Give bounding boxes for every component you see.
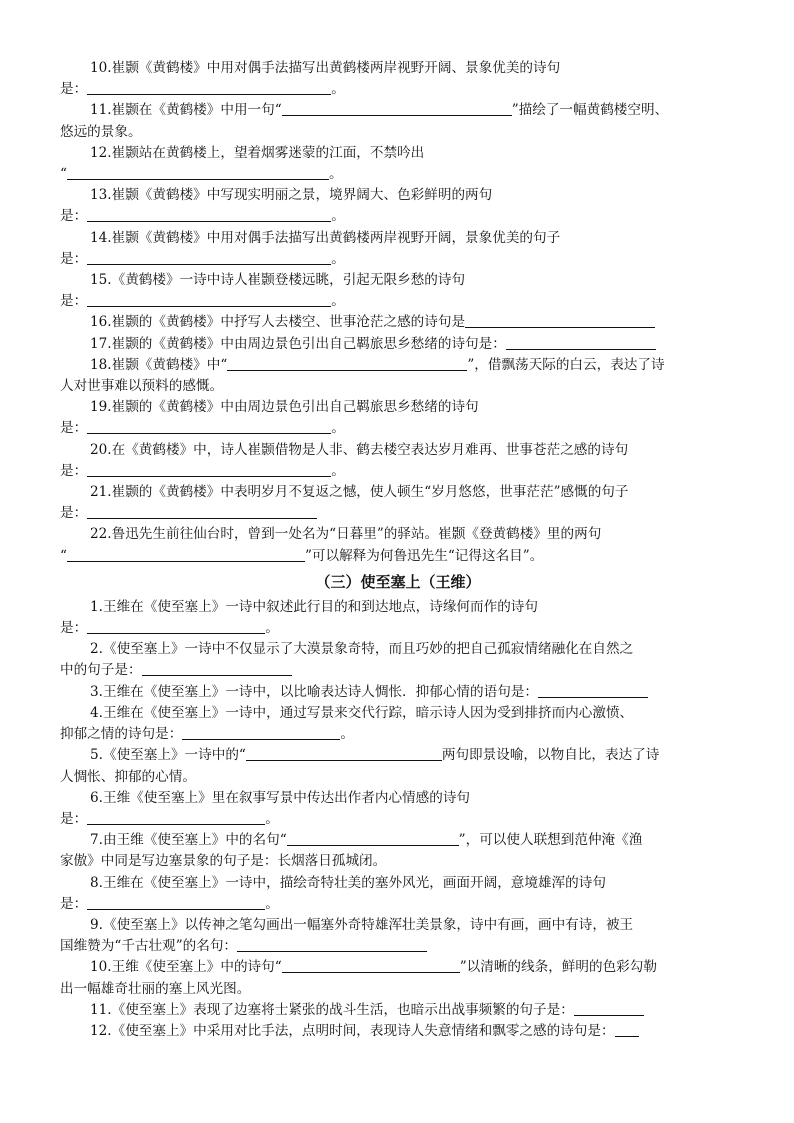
question-text: 悠远的景象。 (60, 123, 142, 140)
question-text: 在《黄鹤楼》中，诗人崔颢借物是人非、鹤去楼空表达岁月难再、世事苍茫之感的诗句 (111, 441, 629, 458)
question-item (60, 703, 736, 745)
question-text: 。 (331, 81, 345, 98)
question-item (60, 440, 736, 482)
answer-blank[interactable] (506, 334, 656, 350)
question-text: 王维在《使至塞上》一诗中叙述此行目的和到达地点，诗缘何而作的诗句 (102, 598, 538, 615)
question-text: “ (60, 166, 67, 183)
question-text: 是： (60, 462, 88, 479)
question-text: ”描绘了一幅黄鹤楼空明、 (511, 102, 669, 119)
answer-blank[interactable] (237, 936, 427, 952)
question-item (60, 745, 736, 787)
question-number: 4. (90, 704, 103, 721)
question-item (60, 1021, 736, 1042)
answer-blank[interactable] (246, 745, 442, 761)
question-text: 由王维《使至塞上》中的名句“ (102, 832, 287, 849)
question-item (60, 830, 736, 872)
question-text: 是： (60, 895, 88, 912)
answer-blank[interactable] (465, 312, 655, 328)
question-text: 。 (331, 208, 345, 225)
question-number: 15. (90, 272, 112, 289)
answer-blank[interactable] (615, 1021, 639, 1037)
question-text: 崔颢站在黄鹤楼上，望着烟雾迷蒙的江面，不禁吟出 (111, 144, 425, 161)
question-item (60, 185, 736, 227)
question-number: 1. (90, 598, 103, 615)
answer-blank[interactable] (67, 546, 305, 562)
question-text: 。 (265, 895, 279, 912)
question-number: 14. (90, 229, 112, 246)
question-item (60, 312, 736, 333)
question-item (60, 397, 736, 439)
question-text: 《使至塞上》一诗中的“ (102, 747, 246, 764)
answer-blank[interactable] (87, 894, 265, 910)
question-text: 王维《使至塞上》里在叙事写景中传达出作者内心情感的诗句 (102, 789, 471, 806)
question-text: 。 (331, 250, 345, 267)
answer-blank[interactable] (87, 461, 331, 477)
section-shizhisaishang (60, 570, 736, 1042)
section-huanghelou (60, 58, 736, 567)
question-text: 《使至塞上》一诗中不仅显示了大漠景象奇特，而且巧妙的把自己孤寂情绪融化在自然之 (102, 641, 634, 658)
question-number: 10. (90, 60, 112, 76)
question-text: 崔颢《黄鹤楼》中写现实明丽之景，境界阔大、色彩鲜明的两句 (111, 187, 493, 204)
question-text: 。 (265, 810, 279, 827)
answer-blank[interactable] (227, 355, 467, 371)
question-text: 王维在《使至塞上》一诗中，以比喻表达诗人惆怅．抑郁心情的语句是： (102, 683, 538, 700)
question-number: 10. (90, 959, 112, 976)
question-text: 两句即景设喻，以物自比，表达了诗 (441, 747, 660, 764)
section-title: （三）使至塞上（王维） (315, 572, 481, 591)
question-text: 王维《使至塞上》中的诗句“ (111, 959, 282, 976)
question-item (60, 915, 736, 957)
answer-blank[interactable] (142, 660, 292, 676)
answer-blank[interactable] (538, 682, 648, 698)
answer-blank[interactable] (87, 79, 331, 95)
question-item (60, 873, 736, 915)
answer-blank[interactable] (87, 618, 265, 634)
question-item (60, 957, 736, 999)
question-text: 王维在《使至塞上》一诗中，描绘奇特壮美的塞外风光，画面开阔，意境雄浑的诗句 (102, 874, 606, 891)
answer-blank[interactable] (87, 206, 331, 222)
question-number: 12. (90, 144, 112, 161)
question-item (60, 1000, 736, 1021)
question-text: 抑郁之情的诗句是： (60, 726, 183, 743)
question-item (60, 597, 736, 639)
question-number: 21. (90, 484, 112, 501)
question-text: 人惆怅、抑郁的心情。 (60, 768, 196, 785)
question-text: 崔颢的《黄鹤楼》中由周边景色引出自己羁旅思乡愁绪的诗句是： (111, 335, 506, 352)
question-number: 19. (90, 399, 112, 416)
question-text: 崔颢《黄鹤楼》中用对偶手法描写出黄鹤楼两岸视野开阔、景象优美的诗句 (111, 60, 561, 76)
answer-blank[interactable] (282, 957, 460, 973)
question-text: 是： (60, 505, 88, 522)
question-text: 。 (340, 726, 354, 743)
question-text: 。 (331, 420, 345, 437)
question-number: 22. (90, 526, 112, 543)
question-text: 。 (328, 166, 343, 183)
question-number: 8. (90, 874, 103, 891)
question-number: 3. (90, 683, 103, 700)
question-item (60, 788, 736, 830)
question-number: 9. (90, 916, 103, 933)
question-item (60, 524, 736, 566)
answer-blank[interactable] (87, 418, 331, 434)
question-text: 人对世事难以预料的感慨。 (60, 378, 224, 395)
question-text: 国维赞为“千古壮观”的名句： (60, 938, 238, 955)
question-text: 《使至塞上》以传神之笔勾画出一幅塞外奇特雄浑壮美景象，诗中有画，画中有诗，被王 (102, 916, 634, 933)
question-text: 是： (60, 293, 88, 310)
question-text: 是： (60, 420, 88, 437)
question-text: 。 (331, 462, 345, 479)
question-item (60, 100, 736, 142)
question-number: 17. (90, 335, 112, 352)
question-item (60, 682, 736, 703)
answer-blank[interactable] (574, 1000, 644, 1016)
answer-blank[interactable] (182, 724, 340, 740)
question-text: ”，借飘荡天际的白云，表达了诗 (467, 356, 665, 373)
question-number: 7. (90, 832, 103, 849)
question-text: 是： (60, 620, 88, 637)
question-text: 《黄鹤楼》一诗中诗人崔颢登楼远眺，引起无限乡愁的诗句 (111, 272, 466, 289)
question-text: 《使至塞上》表现了边塞将士紧张的战斗生活，也暗示出战事频繁的句子是： (111, 1001, 574, 1018)
question-text: 王维在《使至塞上》一诗中，通过写景来交代行踪，暗示诗人因为受到排挤而内心激愤、 (102, 704, 634, 721)
question-number: 12. (90, 1022, 112, 1039)
question-number: 16. (90, 314, 112, 331)
answer-blank[interactable] (87, 503, 317, 519)
question-text: 崔颢的《黄鹤楼》中表明岁月不复返之憾，使人顿生“岁月悠悠，世事茫茫”感慨的句子 (111, 484, 629, 501)
question-number: 11. (90, 102, 112, 119)
question-number: 2. (90, 641, 103, 658)
question-number: 11. (90, 1001, 112, 1018)
question-text: 崔颢《黄鹤楼》中“ (111, 356, 228, 373)
question-text: “ (60, 547, 67, 564)
question-text: 崔颢《黄鹤楼》中用对偶手法描写出黄鹤楼两岸视野开阔，景象优美的句子 (111, 229, 561, 246)
question-text: ”以清晰的线条，鲜明的色彩勾勒 (459, 959, 657, 976)
question-text: ”可以解释为何鲁迅先生“记得这名目”。 (304, 547, 544, 564)
question-number: 5. (90, 747, 103, 764)
question-number: 13. (90, 187, 112, 204)
answer-blank[interactable] (87, 291, 331, 307)
question-item (60, 58, 736, 100)
question-text: 出一幅雄奇壮丽的塞上风光图。 (60, 980, 251, 997)
question-text: 《使至塞上》中采用对比手法，点明时间，表现诗人失意情绪和飘零之感的诗句是： (111, 1022, 615, 1039)
question-text: ”，可以使人联想到范仲淹《渔 (458, 832, 643, 849)
question-text: 家傲》中同是写边塞景象的句子是：长烟落日孤城闭。 (60, 853, 387, 870)
question-text: 鲁迅先生前往仙台时，曾到一处名为“日暮里”的驿站。崔颢《登黄鹤楼》里的两句 (111, 526, 602, 543)
question-item (60, 143, 736, 185)
answer-blank[interactable] (282, 100, 512, 116)
answer-blank[interactable] (87, 809, 265, 825)
question-number: 20. (90, 441, 112, 458)
question-item (60, 270, 736, 312)
question-text: 是： (60, 250, 88, 267)
question-text: 崔颢在《黄鹤楼》中用一句“ (111, 102, 282, 119)
question-text: 是： (60, 810, 88, 827)
answer-blank[interactable] (287, 830, 459, 846)
question-item (60, 355, 736, 397)
question-item (60, 639, 736, 681)
question-item (60, 482, 736, 524)
question-item (60, 334, 736, 355)
question-text: 崔颢的《黄鹤楼》中由周边景色引出自己羁旅思乡愁绪的诗句 (111, 399, 479, 416)
question-text: 崔颢的《黄鹤楼》中抒写人去楼空、世事沧茫之感的诗句是 (111, 314, 466, 331)
answer-blank[interactable] (87, 249, 331, 265)
question-number: 6. (90, 789, 103, 806)
question-text: 。 (331, 293, 345, 310)
answer-blank[interactable] (67, 164, 329, 180)
question-item (60, 228, 736, 270)
worksheet-page (60, 58, 736, 1042)
question-text: 。 (265, 620, 279, 637)
question-text: 是： (60, 81, 88, 98)
question-text: 是： (60, 208, 88, 225)
question-text: 中的句子是： (60, 662, 142, 679)
question-number: 18. (90, 356, 112, 373)
